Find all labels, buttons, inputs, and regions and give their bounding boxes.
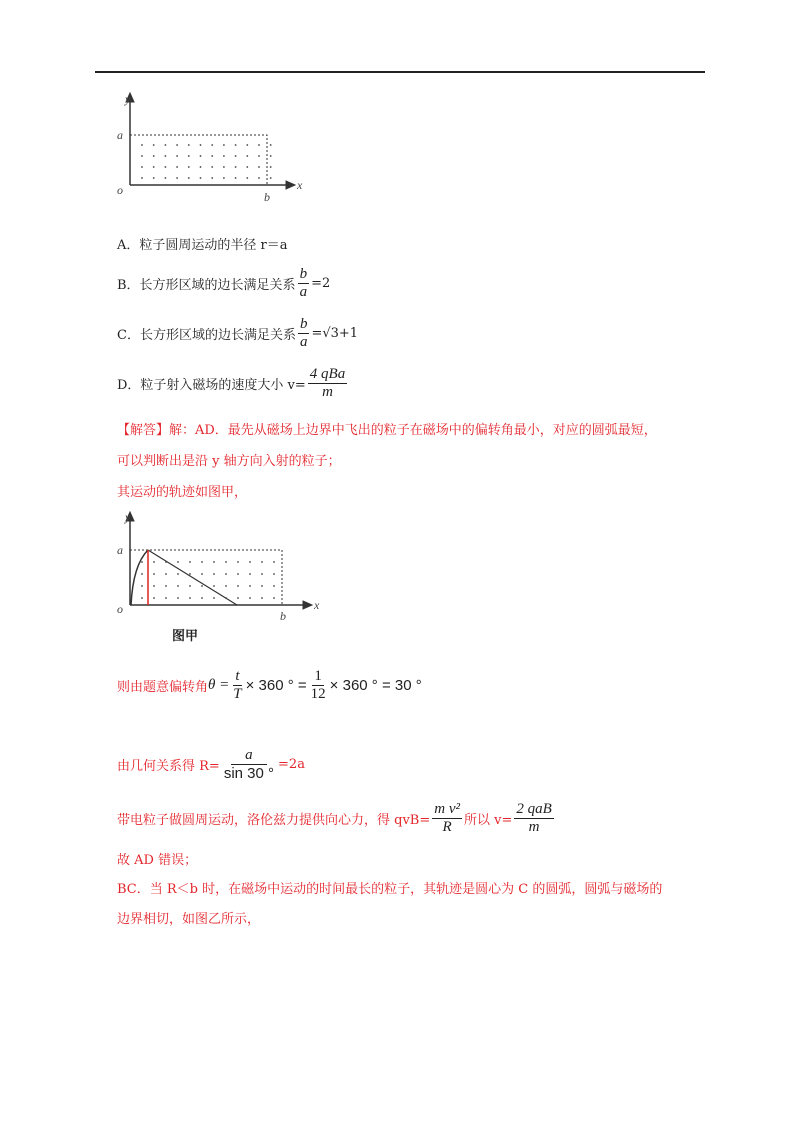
field-dot [189, 597, 191, 599]
figure-1-diagram [100, 88, 320, 208]
answer-line-4: 故 AD 错误； [117, 853, 198, 868]
field-dot [153, 177, 155, 179]
y-axis-label: y [125, 510, 131, 524]
field-dot [249, 561, 251, 563]
field-dot [273, 561, 275, 563]
option-c-value: =√3+1 [311, 326, 359, 341]
fraction-denominator: a [299, 284, 308, 300]
fraction-denominator: 12 [310, 686, 326, 702]
field-dot [270, 155, 272, 157]
field-dot [213, 573, 215, 575]
field-dot [223, 144, 225, 146]
field-dot [141, 166, 143, 168]
field-dot [270, 144, 272, 146]
field-dot [141, 155, 143, 157]
field-dot [188, 155, 190, 157]
field-dot [270, 177, 272, 179]
field-dot [201, 585, 203, 587]
field-dot [235, 166, 237, 168]
field-dot [246, 166, 248, 168]
field-dot [225, 597, 227, 599]
field-dot [189, 573, 191, 575]
field-dot [165, 166, 167, 168]
field-dot [200, 155, 202, 157]
field-dot [273, 597, 275, 599]
field-dot [223, 166, 225, 168]
field-dot [237, 561, 239, 563]
field-dot [223, 155, 225, 157]
field-dot [141, 144, 143, 146]
answer-line-5: BC．当 R＜b 时，在磁场中运动的时间最长的粒子，其轨迹是圆心为 C 的圆弧，圆弧与磁场的 [117, 882, 663, 897]
field-dot [235, 155, 237, 157]
x-axis-label: x [297, 178, 303, 192]
fraction-numerator: b [299, 316, 308, 332]
field-dot [273, 573, 275, 575]
field-dot [246, 144, 248, 146]
x-axis-label: x [314, 598, 320, 612]
field-dot [188, 177, 190, 179]
option-d-text: D．粒子射入磁场的速度大小 v= [117, 378, 306, 393]
equation-deflection-angle [117, 668, 422, 703]
field-dot [165, 177, 167, 179]
fraction-denominator: R [442, 819, 452, 835]
field-dot [141, 597, 143, 599]
field-dot [201, 561, 203, 563]
field-dot [261, 561, 263, 563]
field-dot [177, 597, 179, 599]
field-dot [141, 177, 143, 179]
option-b-text: B．长方形区域的边长满足关系 [117, 278, 296, 293]
option-b-value: =2 [311, 276, 331, 291]
option-c [117, 316, 358, 351]
field-dot [225, 573, 227, 575]
field-dot [261, 573, 263, 575]
answer-line-1: 【解答】解：AD．最先从磁场上边界中飞出的粒子在磁场中的偏转角最小，对应的圆弧最短， [117, 423, 657, 438]
theta-symbol: θ = [208, 677, 230, 693]
field-dot [225, 561, 227, 563]
field-dot [261, 585, 263, 587]
field-dot [246, 155, 248, 157]
fraction-numerator: 1 [314, 668, 322, 684]
field-dot [270, 166, 272, 168]
b-label: b [264, 190, 270, 204]
field-dot [235, 177, 237, 179]
field-dot [153, 585, 155, 587]
option-b [117, 266, 330, 301]
fraction-numerator: 4 qBa [309, 366, 346, 382]
origin-label: o [117, 183, 123, 197]
eq1-result: × 360 ° = 30 ° [329, 677, 422, 694]
y-axis-label: y [125, 92, 131, 106]
option-a [117, 234, 288, 253]
origin-label: o [117, 602, 123, 616]
field-dot [201, 573, 203, 575]
eq1-text: 则由题意偏转角 [117, 680, 209, 695]
equation-radius [117, 747, 305, 782]
field-dot [177, 573, 179, 575]
field-dot [235, 144, 237, 146]
field-dot [225, 585, 227, 587]
field-dot [237, 585, 239, 587]
field-dot [176, 155, 178, 157]
a-label: a [117, 128, 123, 142]
field-dot [153, 144, 155, 146]
field-dot [213, 561, 215, 563]
field-dot [261, 597, 263, 599]
field-dot [165, 144, 167, 146]
fraction-denominator: m [322, 384, 333, 400]
field-dot [258, 144, 260, 146]
figure-jia-diagram [100, 505, 330, 620]
option-d [117, 366, 349, 401]
field-dot [258, 166, 260, 168]
b-label: b [280, 609, 286, 620]
field-dot [153, 573, 155, 575]
field-dot [200, 144, 202, 146]
field-dot [249, 585, 251, 587]
header-rule [95, 71, 705, 73]
fraction-numerator: 2 qaB [516, 801, 552, 817]
eq3-text: 带电粒子做圆周运动，洛伦兹力提供向心力，得 qvB= [117, 813, 431, 828]
fraction-numerator: a [231, 747, 267, 765]
field-dot [177, 585, 179, 587]
field-dot [176, 166, 178, 168]
field-dot [141, 561, 143, 563]
field-dot [213, 597, 215, 599]
eq3-middle: 所以 v= [464, 813, 513, 828]
field-dot [211, 166, 213, 168]
field-dot [213, 585, 215, 587]
field-dot [165, 155, 167, 157]
field-dot [249, 573, 251, 575]
field-dot [188, 166, 190, 168]
field-dot [189, 561, 191, 563]
answer-line-2: 可以判断出是沿 y 轴方向入射的粒子； [117, 454, 341, 469]
field-dot [165, 597, 167, 599]
field-dot [153, 597, 155, 599]
answer-line-6: 边界相切，如图乙所示， [117, 912, 261, 927]
a-label: a [117, 543, 123, 557]
figure-jia-caption: 图甲 [172, 629, 199, 644]
field-dot [237, 573, 239, 575]
eq2-result: =2a [278, 757, 305, 772]
field-dot [258, 177, 260, 179]
field-dot [237, 597, 239, 599]
fraction-denominator: m [528, 819, 540, 835]
equation-velocity [117, 801, 556, 836]
field-dot [211, 144, 213, 146]
answer-line-3: 其运动的轨迹如图甲， [117, 485, 248, 500]
field-dot [153, 155, 155, 157]
option-a-text: A．粒子圆周运动的半径 r＝a [117, 238, 288, 253]
field-dot [165, 561, 167, 563]
fraction-denominator: sin 30 ° [223, 765, 275, 782]
field-dot [177, 561, 179, 563]
field-dot [189, 585, 191, 587]
fraction-denominator: T [233, 686, 242, 702]
field-dot [211, 177, 213, 179]
fraction-denominator: a [299, 334, 308, 350]
field-dot [153, 561, 155, 563]
fraction-numerator: b [299, 266, 308, 282]
field-dot [141, 573, 143, 575]
field-dot [153, 166, 155, 168]
field-dot [246, 177, 248, 179]
field-dot [211, 155, 213, 157]
field-dot [223, 177, 225, 179]
field-dot [165, 573, 167, 575]
fraction-numerator: m v² [434, 801, 460, 817]
field-dot [200, 166, 202, 168]
option-c-text: C．长方形区域的边长满足关系 [117, 328, 296, 343]
field-dot [258, 155, 260, 157]
field-dot [176, 177, 178, 179]
field-dot [249, 597, 251, 599]
eq1-middle: × 360 ° = [245, 677, 307, 694]
field-dot [141, 585, 143, 587]
field-dot [200, 177, 202, 179]
field-dot [201, 597, 203, 599]
field-dot [176, 144, 178, 146]
fraction-numerator: t [235, 668, 240, 684]
field-dot [165, 585, 167, 587]
field-dot [273, 585, 275, 587]
eq2-text: 由几何关系得 R= [117, 759, 220, 774]
field-dot [188, 144, 190, 146]
